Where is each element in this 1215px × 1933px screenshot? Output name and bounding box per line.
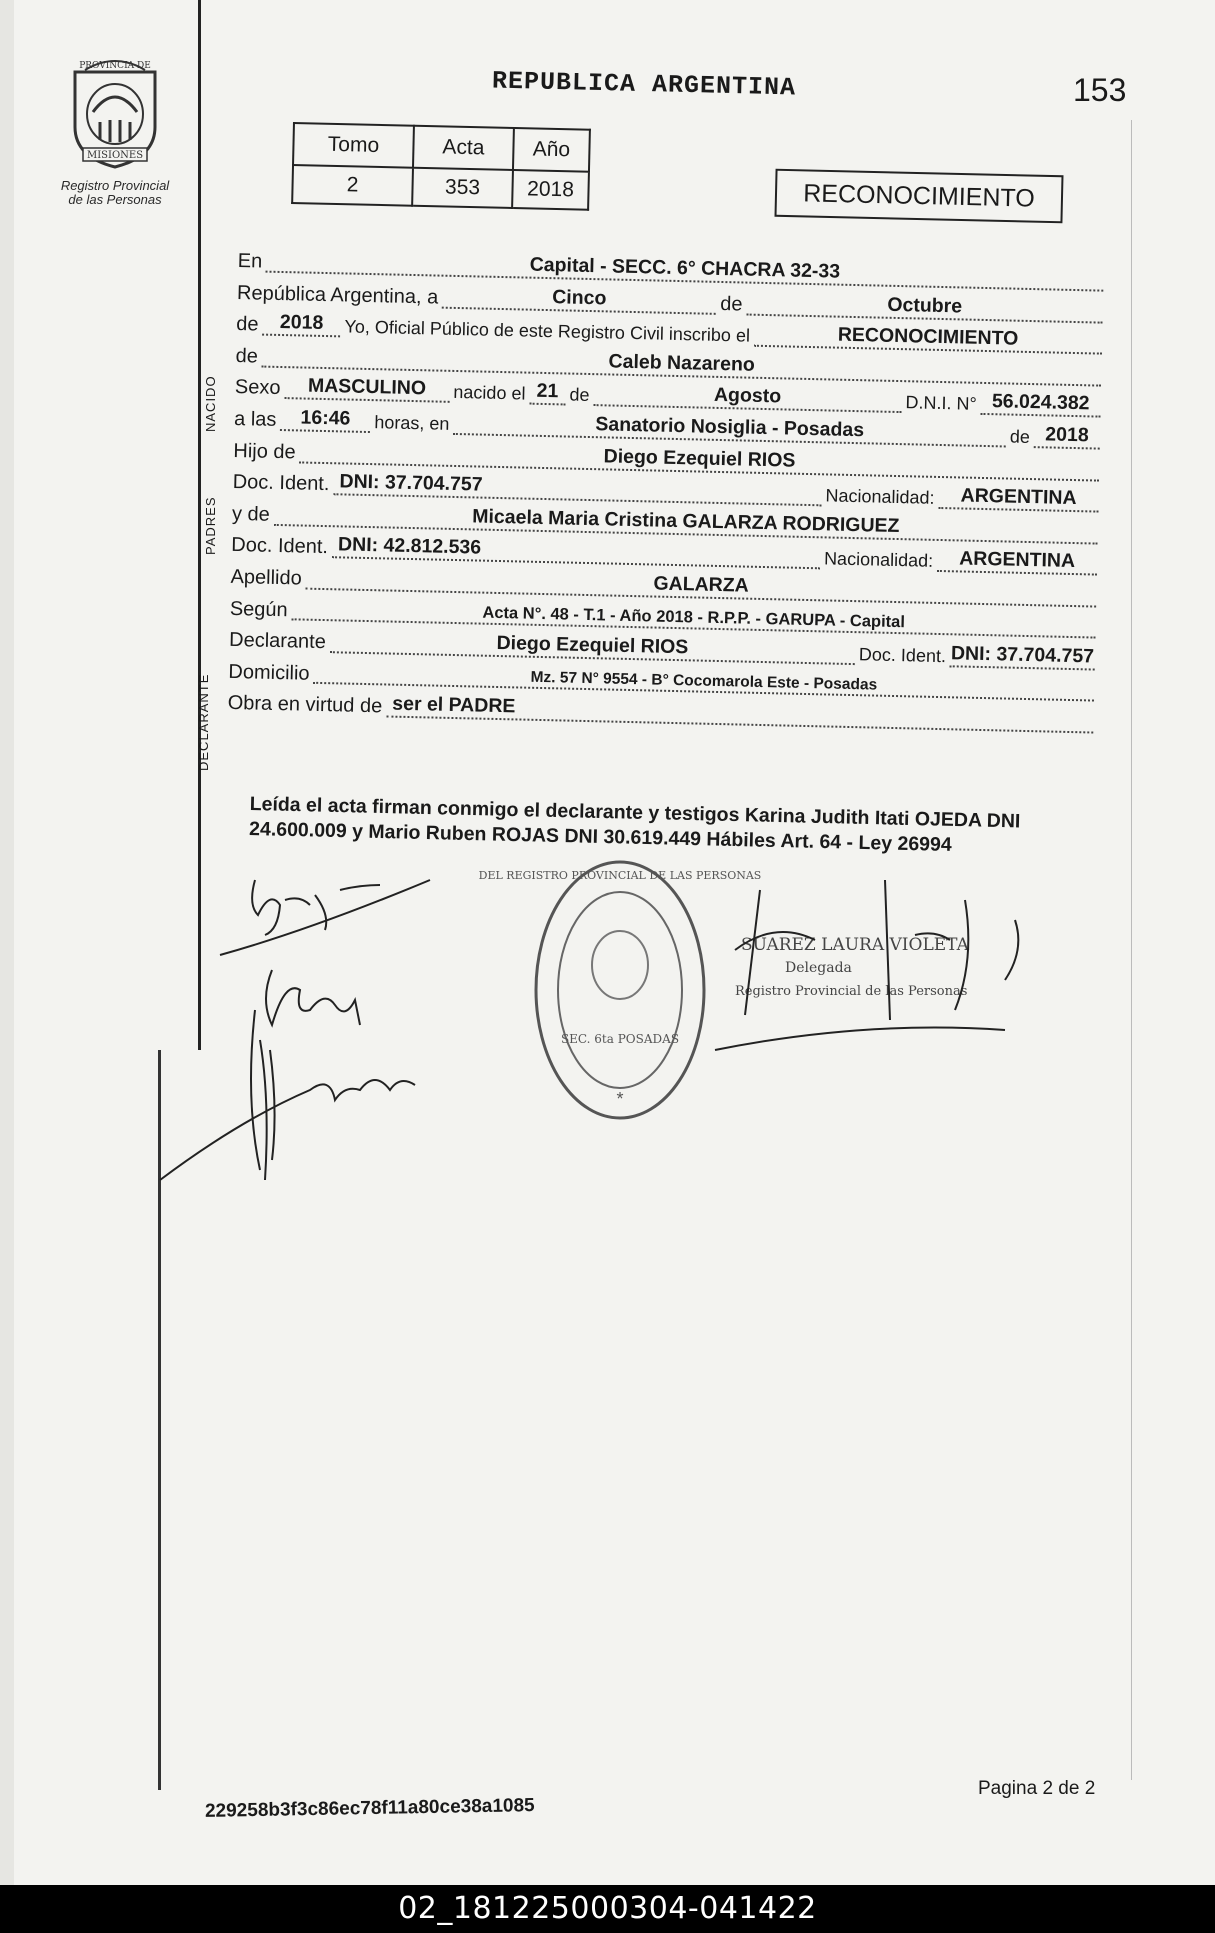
file-id-bar: 02_181225000304-041422 — [0, 1885, 1215, 1933]
act-type-box: RECONOCIMIENTO — [774, 169, 1063, 224]
domicilio-field: Mz. 57 N° 9554 - B° Cocomarola Este - Posadas — [313, 664, 1094, 702]
page-indicator: Pagina 2 de 2 — [978, 1778, 1096, 1799]
row-fecha: República Argentina, a Cinco de Octubre — [237, 282, 1107, 333]
svg-text:SUAREZ LAURA VIOLETA: SUAREZ LAURA VIOLETA — [741, 935, 969, 955]
row-oficial: de 2018 Yo, Oficial Público de este Registro Civil inscribo el RECONOCIMIENTO — [236, 313, 1106, 364]
inscripcion-field: RECONOCIMIENTO — [754, 322, 1103, 355]
side-label-nacido: NACIDO — [203, 375, 218, 432]
svg-text:Delegada: Delegada — [785, 960, 852, 976]
row-padre-doc: Doc. Ident. DNI: 37.704.757 Nacionalidad: ARGENTINA — [232, 471, 1102, 522]
nac-anio-field: 2018 — [1034, 423, 1101, 449]
side-label-padres: PADRES — [203, 496, 218, 555]
row-nombre: de Caleb Nazareno — [235, 345, 1105, 396]
province-seal — [55, 52, 175, 207]
row-segun: Según Acta N°. 48 - T.1 - Año 2018 - R.P.P. - GARUPA - Capital — [229, 597, 1099, 648]
padre-nac-field: ARGENTINA — [938, 484, 1099, 513]
svg-text:PROVINCIA DE: PROVINCIA DE — [79, 61, 151, 71]
svg-text:*: * — [616, 1089, 624, 1109]
sexo-field: MASCULINO — [284, 374, 450, 403]
apellido-field: GALARZA — [305, 565, 1096, 608]
dni-field: 56.024.382 — [980, 390, 1101, 418]
padre-field: Diego Ezequiel RIOS — [299, 438, 1099, 481]
lugar-field: Capital - SECC. 6° CHACRA 32-33 — [266, 248, 1104, 292]
declarante-doc-field: DNI: 37.704.757 — [950, 642, 1096, 670]
row-padre: Hijo de Diego Ezequiel RIOS — [233, 440, 1103, 491]
page-number: 153 — [1073, 72, 1127, 108]
mes-field: Octubre — [746, 290, 1103, 323]
tomo-value: 2 — [292, 165, 413, 206]
record-form — [227, 250, 1108, 744]
anio-value: 2018 — [512, 170, 589, 210]
province-seal-icon — [65, 52, 165, 172]
scan-edge — [0, 0, 14, 1885]
madre-nac-field: ARGENTINA — [937, 547, 1098, 576]
acta-header: Acta — [413, 126, 514, 170]
padre-doc-field: DNI: 37.704.757 — [333, 470, 822, 506]
document-title: REPUBLICA ARGENTINA — [491, 66, 797, 103]
row-apellido: Apellido GALARZA — [230, 566, 1100, 617]
lugar-nac-field: Sanatorio Nosiglia - Posadas — [453, 410, 1006, 448]
madre-doc-field: DNI: 42.812.536 — [332, 534, 821, 570]
row-madre: y de Micaela Maria Cristina GALARZA RODRIGUEZ — [232, 503, 1102, 554]
registry-stamp — [478, 855, 762, 1125]
nac-dia-field: 21 — [529, 380, 566, 406]
document-hash: 229258b3f3c86ec78f11a80ce38a1085 — [204, 1795, 535, 1822]
row-madre-doc: Doc. Ident. DNI: 42.812.536 Nacionalidad: ARGENTINA — [231, 534, 1101, 585]
official-signature — [715, 880, 1045, 1080]
obra-field: ser el PADRE — [386, 693, 1094, 734]
row-lugar: En Capital - SECC. 6° CHACRA 32-33 — [237, 250, 1107, 301]
svg-text:Registro Provincial de las Per: Registro Provincial de las Personas — [735, 984, 968, 999]
segun-field: Acta N°. 48 - T.1 - Año 2018 - R.P.P. - GARUPA - Capital — [291, 599, 1095, 638]
svg-text:MISIONES: MISIONES — [86, 150, 144, 161]
nombre-field: Caleb Nazareno — [262, 342, 1102, 386]
row-hora: a las 16:46 horas, en Sanatorio Nosiglia - Posadas de 2018 — [234, 408, 1104, 459]
dia-field: Cinco — [442, 283, 717, 314]
nac-mes-field: Agosto — [593, 381, 902, 413]
row-declarante: Declarante Diego Ezequiel RIOS Doc. Ident. DNI: 37.704.757 — [229, 629, 1099, 680]
row-domicilio: Domicilio Mz. 57 N° 9554 - B° Cocomarola Este - Posadas — [228, 661, 1098, 712]
hora-field: 16:46 — [280, 406, 371, 433]
anio-header: Año — [513, 128, 590, 172]
svg-text:SEC. 6ta POSADAS: SEC. 6ta POSADAS — [560, 1032, 680, 1046]
madre-field: Micaela Maria Cristina GALARZA RODRIGUEZ — [274, 501, 1099, 545]
tomo-header: Tomo — [293, 123, 414, 168]
acta-value: 353 — [412, 168, 513, 208]
row-obra: Obra en virtud de ser el PADRE — [227, 692, 1097, 743]
registry-label: Registro Provincial de las Personas — [60, 178, 170, 207]
declarante-field: Diego Ezequiel RIOS — [330, 628, 856, 665]
witness-signatures — [160, 860, 460, 1190]
right-rule — [1131, 120, 1132, 1780]
svg-text:DEL REGISTRO PROVINCIAL DE LAS: DEL REGISTRO PROVINCIAL DE LAS PERSONAS — [478, 869, 762, 882]
closing-statement: Leída el acta firman conmigo el declarante y testigos Karina Judith Itati OJEDA DNI 24.600.009 y Mario Ruben ROJAS DNI 30.619.449 Hábiles Art. 64 - Ley 26994 — [248, 792, 1021, 856]
row-sexo: Sexo MASCULINO nacido el 21 de Agosto D.N.I. N° 56.024.382 — [234, 376, 1104, 427]
reference-table — [291, 122, 591, 211]
anio-field: 2018 — [262, 311, 341, 338]
side-label-declarante: DECLARANTE — [196, 673, 211, 771]
